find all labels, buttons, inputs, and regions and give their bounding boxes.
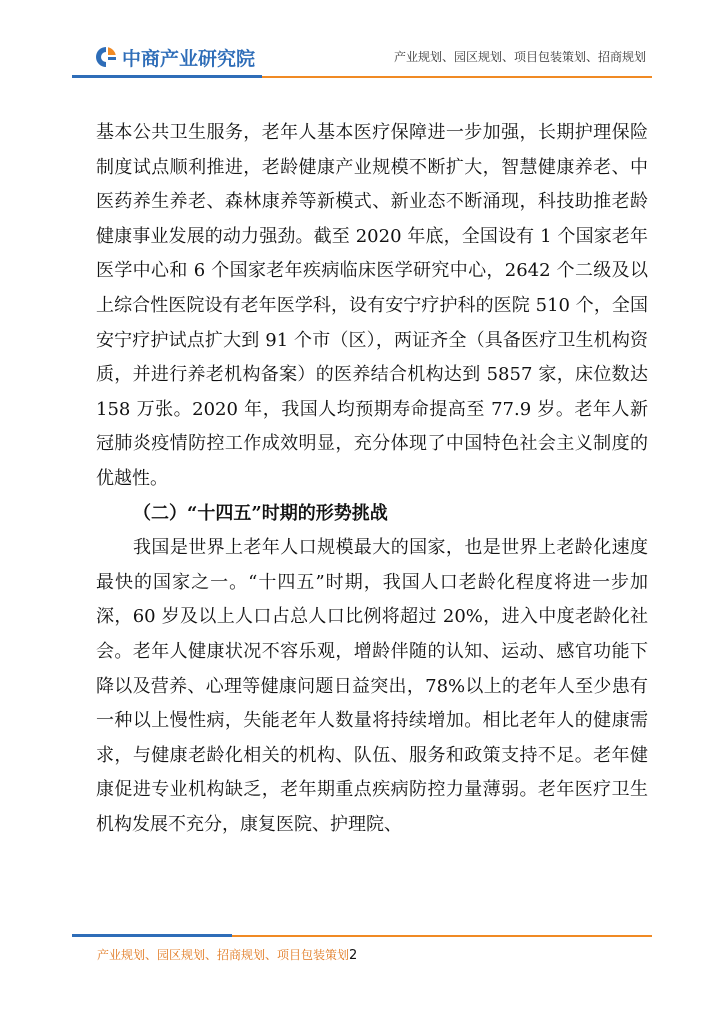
company-logo: [94, 44, 255, 70]
footer-tagline: 产业规划、园区规划、招商规划、项目包装策划: [97, 948, 350, 962]
body-paragraph: 我国是世界上老年人口规模最大的国家，也是世界上老龄化速度最快的国家之一。“十四五”时期，我国人口老龄化程度将进一步加深，60 岁及以上人口占总人口比例将超过 20%，进入中度老龄化社会。老年人健康状况不容乐观，增龄伴随的认知、运动、感官功能下降以及营养、心理等健康问题日益突出，78%以上的老年人至少患有一种以上慢性病，失能老年人数量将持续增加。相比老年人的健康需求，与健康老龄化相关的机构、队伍、服务和政策支持不足。老年健康促进专业机构缺乏，老年期重点疾病防控力量薄弱。老年医疗卫生机构发展不充分，康复医院、护理院、: [96, 537, 648, 835]
header-divider-orange: [262, 76, 652, 78]
footer-divider-blue: [72, 934, 232, 937]
document-body: [96, 116, 648, 842]
body-paragraph: 基本公共卫生服务，老年人基本医疗保障进一步加强，长期护理保险制度试点顺利推进，老龄健康产业规模不断扩大，智慧健康养老、中医药养生养老、森林康养等新模式、新业态不断涌现，科技助推老龄健康事业发展的动力强劲。截至 2020 年底，全国设有 1 个国家老年医学中心和 6 个国家老年疾病临床医学研究中心，2642 个二级及以上综合性医院设有老年医学科，设有安宁疗护科的医院 510 个，全国安宁疗护试点扩大到 91 个市（区），两证齐全（具备医疗卫生机构资质，并进行养老机构备案）的医养结合机构达到 5857 家，床位数达 158 万张。2020 年，我国人均预期寿命提高至 77.9 岁。老年人新冠肺炎疫情防控工作成效明显，充分体现了中国特色社会主义制度的优越性。: [96, 122, 648, 489]
page-footer: [97, 946, 357, 963]
company-logo-icon: [94, 45, 118, 69]
header-divider-blue: [72, 75, 262, 78]
logo-text: 中商产业研究院: [122, 47, 256, 70]
header-tagline: 产业规划、园区规划、项目包装策划、招商规划: [393, 50, 646, 64]
page-header: [0, 0, 724, 80]
page-number: 2: [349, 948, 358, 963]
section-heading: （二）“十四五”时期的形势挑战: [133, 502, 388, 524]
footer-divider-orange: [232, 935, 652, 937]
